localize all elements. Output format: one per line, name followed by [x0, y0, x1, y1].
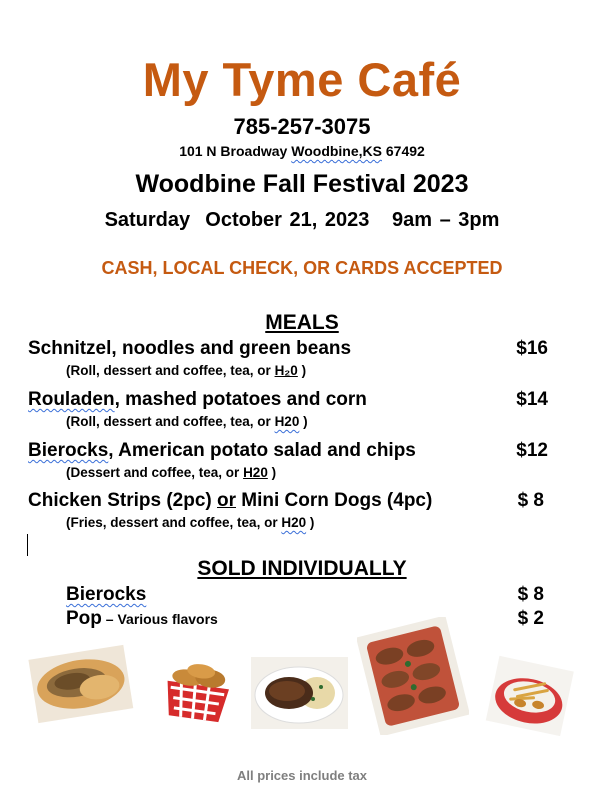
meal-name [28, 389, 367, 411]
event-datetime: Saturday October 21, 2023 9am – 3pm [104, 209, 500, 231]
individual-name [66, 608, 218, 630]
address-zip: 67492 [385, 143, 425, 159]
phone-number: 785-257-3075 [233, 114, 371, 139]
individual-item [66, 608, 544, 632]
meal-note-end: ) [297, 363, 307, 378]
bierock-photo [27, 642, 135, 728]
meal-name-rest: Mini Corn Dogs (4pc) [236, 490, 433, 511]
meal-price: $16 [516, 338, 548, 359]
meal-note-drink: H20 [281, 515, 307, 530]
meal-name-main: Rouladen [28, 389, 115, 410]
meal-price: $14 [516, 389, 548, 410]
individual-name: Bierocks [66, 584, 147, 605]
meal-note [66, 515, 314, 530]
meal-note-end: ) [306, 515, 315, 530]
cafe-title: My Tyme Café [142, 53, 462, 106]
individual-name-main: Pop [66, 608, 102, 629]
meal-note-text: (Roll, dessert and coffee, tea, or [66, 363, 275, 378]
meal-note-drink: H20 [243, 465, 268, 480]
payment-notice: CASH, LOCAL CHECK, OR CARDS ACCEPTED [101, 258, 503, 278]
meal-note-end: ) [299, 414, 308, 429]
address-street: 101 N Broadway [179, 143, 288, 159]
address-town: Woodbine,KS [291, 143, 382, 159]
individual-price: $ 8 [517, 584, 544, 605]
meal-note [66, 414, 308, 429]
meal-note-text: (Roll, dessert and coffee, tea, or [66, 414, 275, 429]
individual-dash: – [101, 611, 118, 627]
meal-price: $12 [516, 440, 548, 461]
individual-detail: Various flavors [117, 611, 218, 627]
sold-individually-heading: SOLD INDIVIDUALLY [197, 557, 407, 580]
meal-item [28, 440, 548, 464]
schnitzel-photo [251, 657, 348, 729]
meal-name: Schnitzel, noodles and green beans [28, 338, 352, 359]
meals-heading: MEALS [265, 311, 339, 334]
meal-note-drink: H₂0 [274, 363, 298, 378]
corn-dogs-photo [484, 653, 576, 738]
meal-name-or: or [217, 490, 236, 511]
meal-name [28, 440, 416, 462]
meal-name [28, 490, 432, 512]
meal-note-drink: H20 [274, 414, 300, 429]
meal-note-text: (Fries, dessert and coffee, tea, or [66, 515, 282, 530]
meal-name-main: Chicken Strips (2pc) [28, 490, 217, 511]
individual-price: $ 2 [517, 608, 544, 629]
meal-item [28, 490, 548, 514]
meal-item [28, 338, 548, 362]
meal-name-rest: , mashed potatoes and corn [114, 389, 367, 410]
meal-note-text: (Dessert and coffee, tea, or [66, 465, 244, 480]
meal-name-main: Bierocks [28, 440, 109, 461]
meal-name-rest: , American potato salad and chips [108, 440, 416, 461]
meal-note-end: ) [267, 465, 277, 480]
footer-note: All prices include tax [236, 768, 368, 783]
text-cursor [27, 534, 28, 556]
individual-item [66, 584, 544, 608]
chicken-strips-photo [157, 645, 239, 730]
meal-note [66, 363, 306, 378]
meal-note [66, 465, 276, 480]
address [0, 143, 604, 159]
meal-item [28, 389, 548, 413]
meal-price: $ 8 [517, 490, 544, 511]
rouladen-photo [357, 617, 469, 735]
event-name: Woodbine Fall Festival 2023 [135, 170, 469, 198]
